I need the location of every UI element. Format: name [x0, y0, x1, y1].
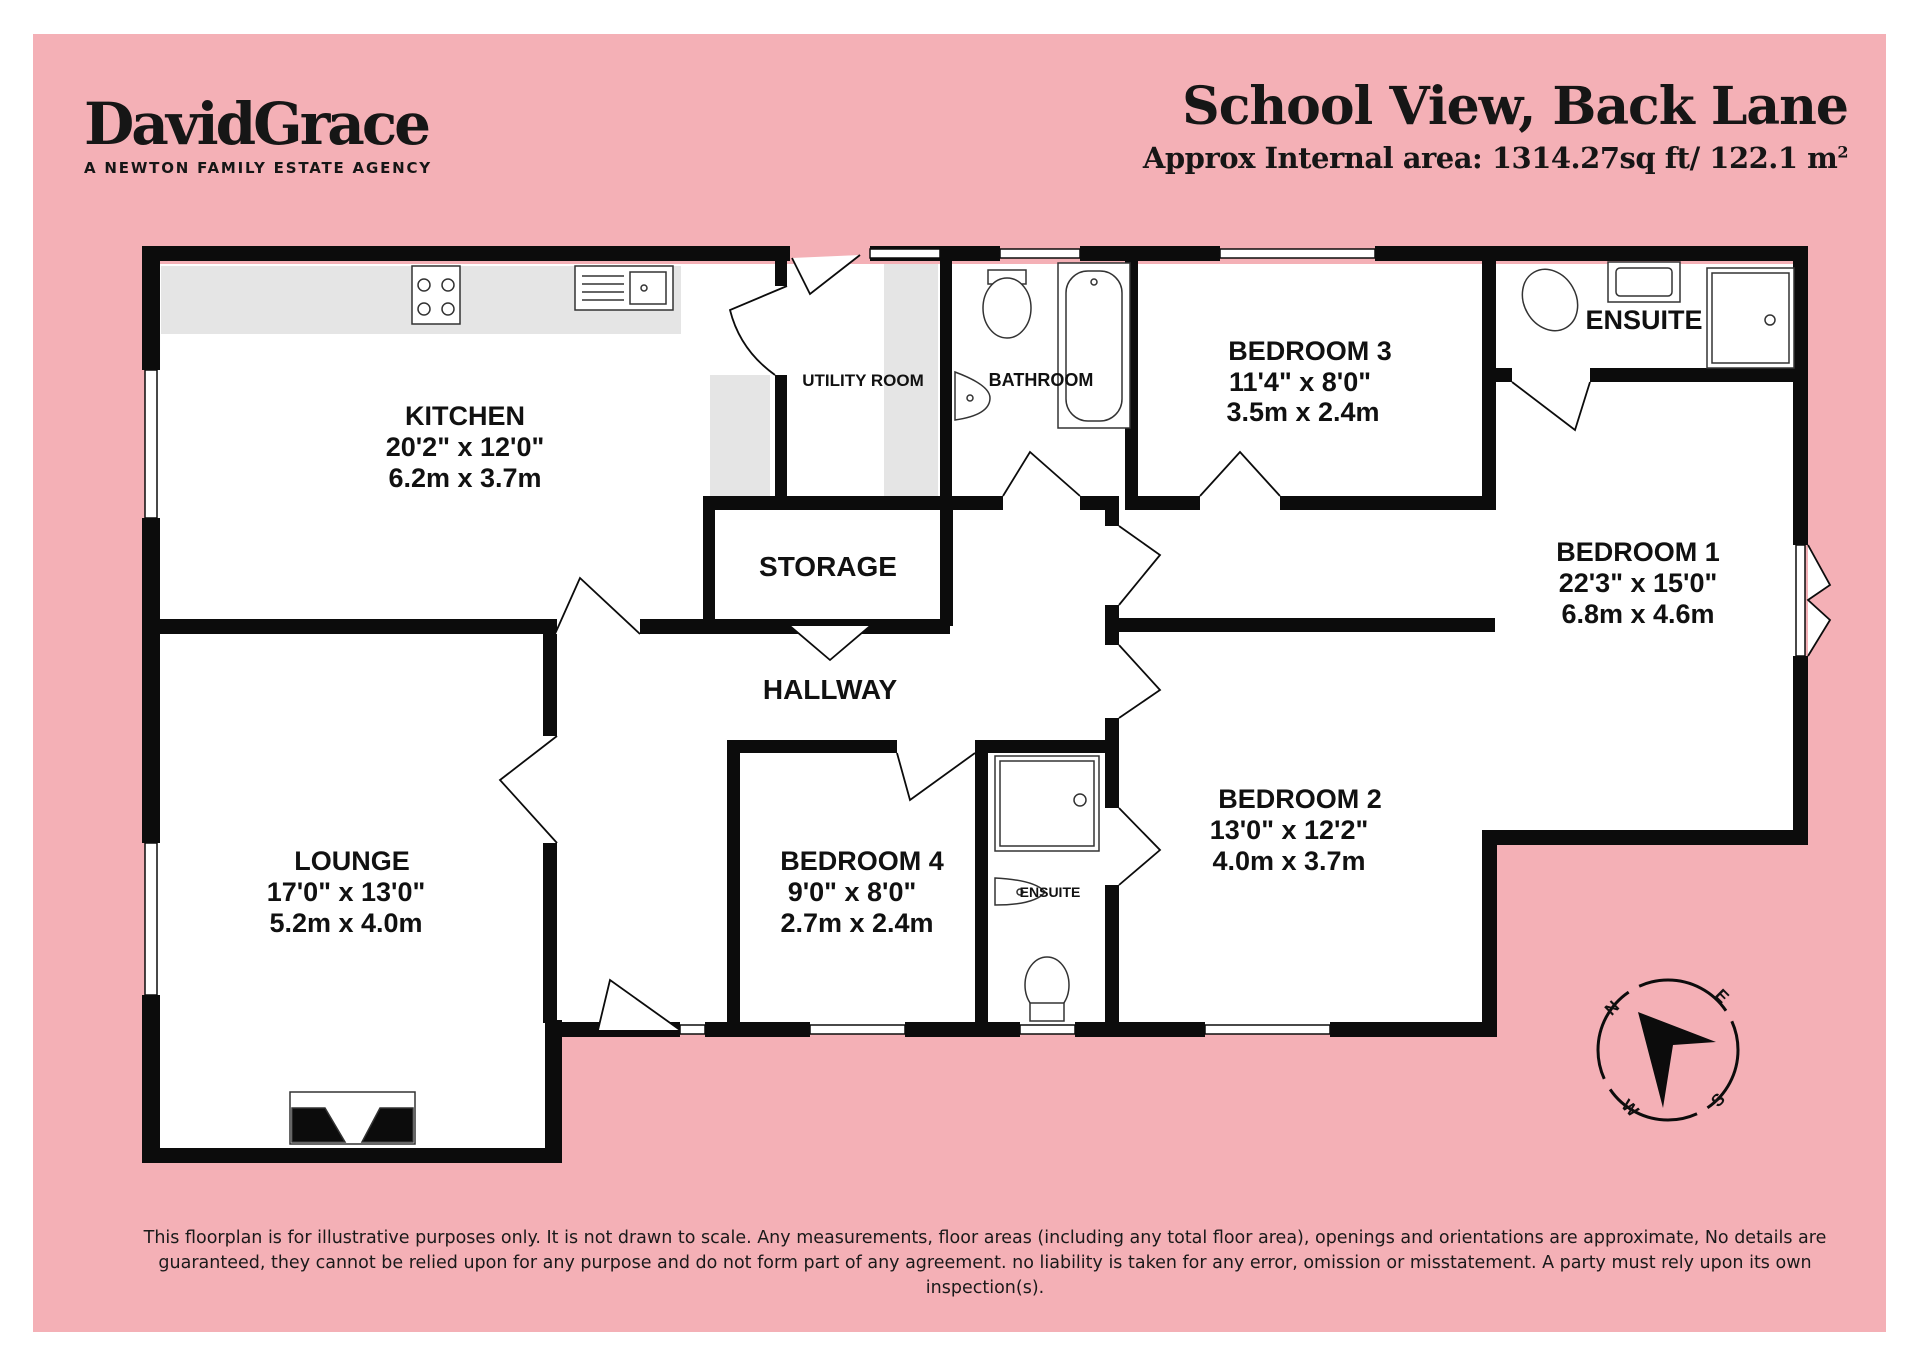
- bedroom4-metric: 2.7m x 2.4m: [780, 908, 934, 938]
- ensuite2-toilet-icon: [1025, 957, 1069, 1021]
- bedroom1-imperial: 22'3" x 15'0": [1558, 568, 1718, 598]
- bedroom3-name: BEDROOM 3: [1228, 336, 1392, 366]
- bedroom3-imperial: 11'4" x 8'0": [1228, 367, 1372, 397]
- bedroom3-label: [1226, 336, 1391, 427]
- ensuite2-name: ENSUITE: [1019, 884, 1081, 900]
- bedroom2-imperial: 13'0" x 12'2": [1209, 815, 1369, 845]
- area-unit-superscript: 2: [1837, 141, 1848, 161]
- kitchen-sink-icon: [575, 266, 673, 310]
- utility-room-name: UTILITY ROOM: [802, 371, 924, 390]
- storage-name: STORAGE: [759, 551, 897, 582]
- bedroom2-label: [1210, 784, 1382, 876]
- lounge-imperial: 17'0" x 13'0": [266, 877, 426, 907]
- hob-icon: [412, 266, 460, 324]
- ensuite-basin-icon: [1608, 262, 1680, 302]
- brand-name: DavidGrace: [84, 90, 429, 158]
- bathtub-icon: [1058, 263, 1130, 428]
- kitchen-imperial: 20'2" x 12'0": [385, 432, 545, 462]
- ensuite1-name: ENSUITE: [1585, 305, 1703, 335]
- kitchen-label: [386, 401, 545, 493]
- bedroom2-metric: 4.0m x 3.7m: [1212, 846, 1366, 876]
- bedroom1-label: [1556, 537, 1720, 629]
- hallway-name: HALLWAY: [762, 674, 898, 705]
- lounge-name: LOUNGE: [294, 846, 410, 876]
- compass-w: W: [1617, 1095, 1643, 1121]
- compass-s: S: [1707, 1089, 1729, 1111]
- compass-e: E: [1711, 985, 1733, 1007]
- brand-tagline: A NEWTON FAMILY ESTATE AGENCY: [84, 159, 432, 177]
- kitchen-name: KITCHEN: [405, 401, 525, 431]
- fireplace-icon: [290, 1092, 415, 1144]
- property-title: School View, Back Lane: [1182, 76, 1848, 137]
- kitchen-metric: 6.2m x 3.7m: [388, 463, 542, 493]
- bathroom-toilet-icon: [983, 270, 1031, 338]
- bedroom3-metric: 3.5m x 2.4m: [1226, 397, 1380, 427]
- shower-icon: [995, 756, 1099, 851]
- bedroom1-metric: 6.8m x 4.6m: [1561, 599, 1715, 629]
- bedroom4-imperial: 9'0" x 8'0": [787, 877, 917, 907]
- ensuite-shower-icon: [1707, 268, 1794, 368]
- bedroom4-name: BEDROOM 4: [780, 846, 944, 876]
- lounge-metric: 5.2m x 4.0m: [269, 908, 423, 938]
- compass-n: N: [1601, 997, 1624, 1020]
- area-label: Approx Internal area: 1314.27sq ft/ 122.1 m: [1142, 140, 1838, 175]
- bathroom-name: BATHROOM: [988, 370, 1094, 390]
- disclaimer-text: This floorplan is for illustrative purposes only. It is not drawn to scale. Any measurements, floor areas (including any total floor area), openings and orientations are approximate, No details are guaranteed, they cannot be relied upon for any purpose and do not form part of any agreement. no liability is taken for any error, omission or misstatement. A party must rely upon its own inspection(s).: [143, 1228, 1827, 1298]
- bedroom1-name: BEDROOM 1: [1556, 537, 1720, 567]
- bedroom2-name: BEDROOM 2: [1218, 784, 1382, 814]
